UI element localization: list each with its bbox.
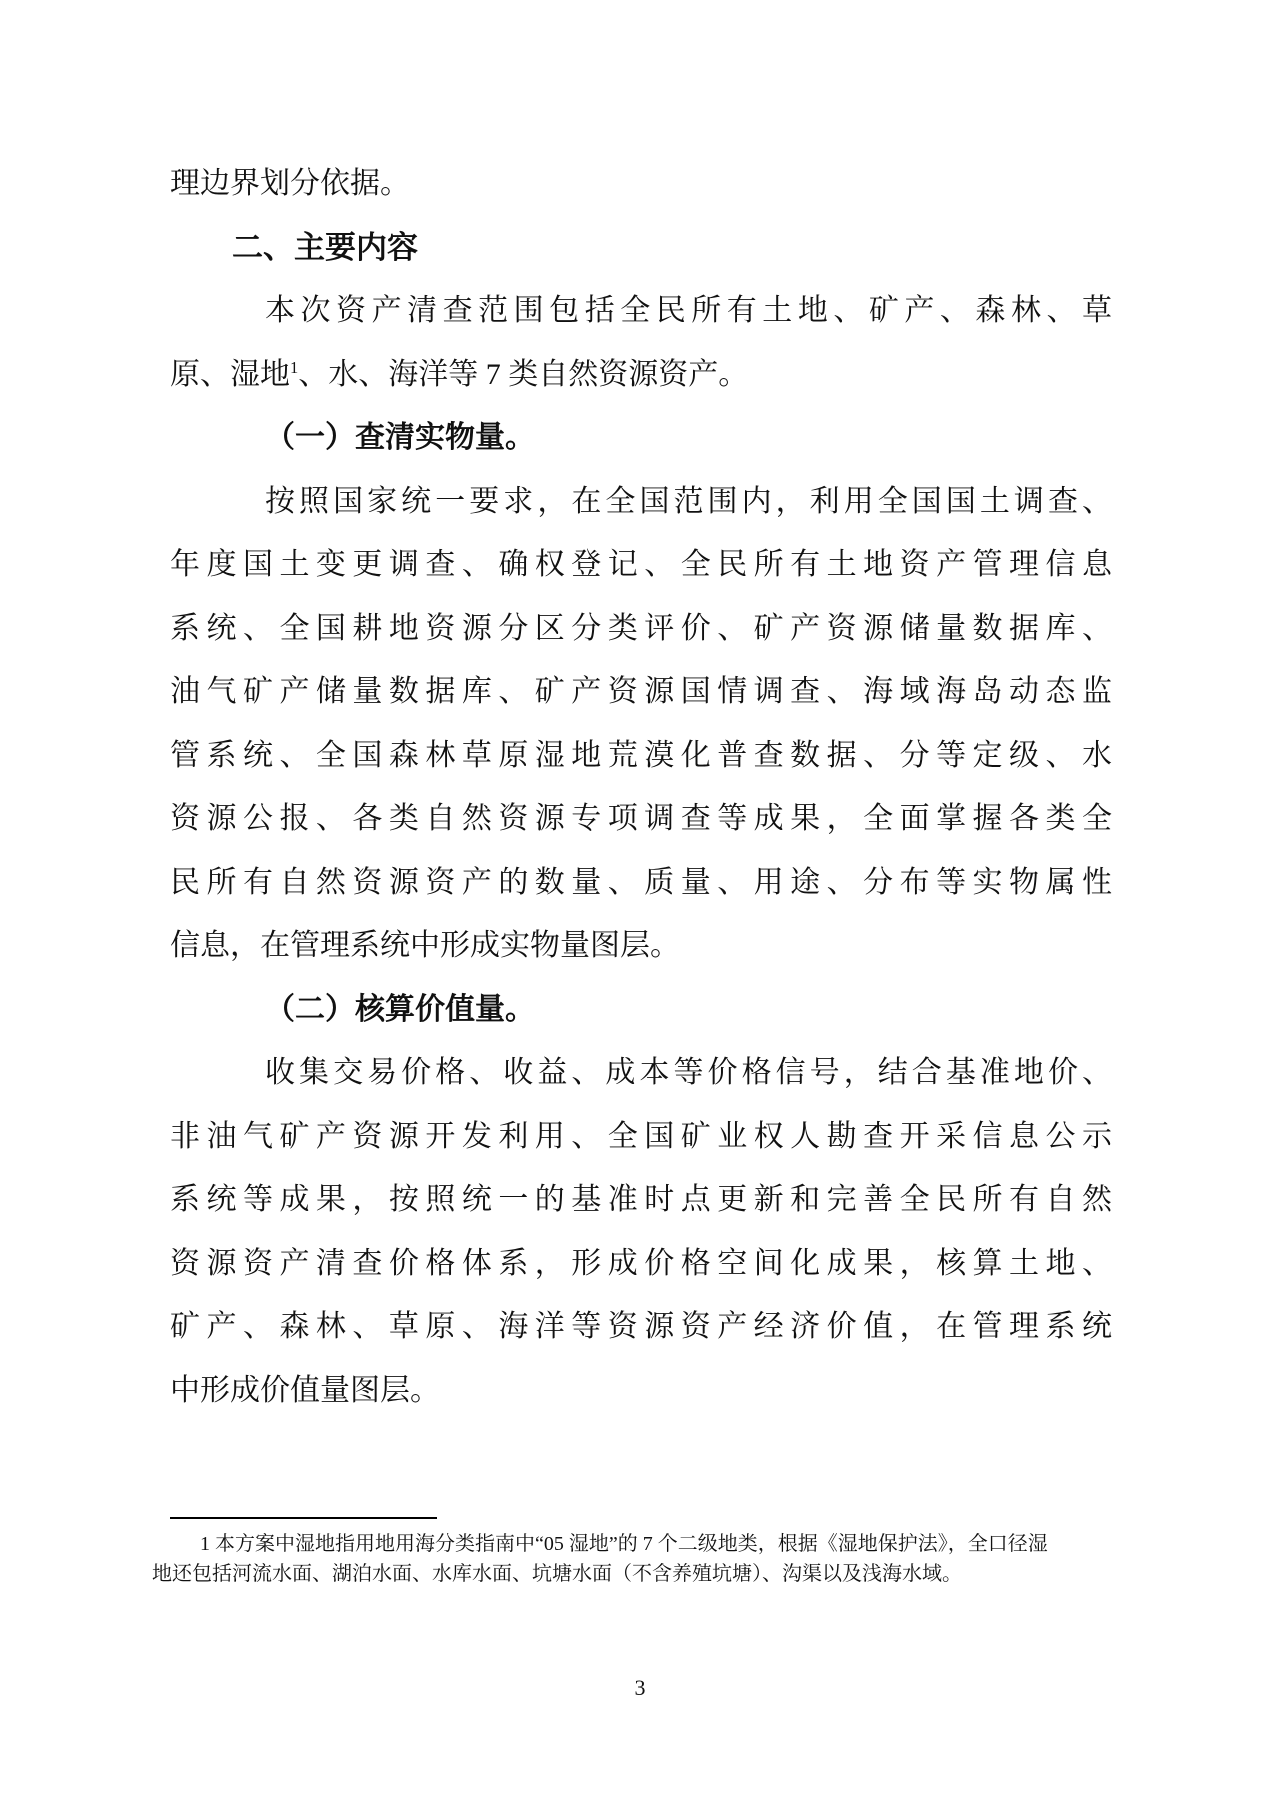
paragraph-line: 民所有自然资源资产的数量、质量、用途、分布等实物属性	[170, 865, 1112, 899]
subsection-heading: （二）核算价值量。	[265, 992, 535, 1026]
paragraph-line: 资源公报、各类自然资源专项调查等成果，全面掌握各类全	[170, 802, 1112, 835]
section-heading: 二、主要内容	[232, 229, 418, 265]
footnote-line: 地还包括河流水面、湖泊水面、水库水面、坑塘水面（不含养殖坑塘）、沟渠以及浅海水域。	[152, 1563, 962, 1585]
paragraph-line: 收集交易价格、收益、成本等价格信号，结合基准地价、	[265, 1056, 1112, 1089]
paragraph-line: 矿产、森林、草原、海洋等资源资产经济价值，在管理系统	[170, 1310, 1112, 1343]
paragraph-line	[170, 343, 1112, 407]
footnote-line: 1 本方案中湿地指用地用海分类指南中“05 湿地”的 7 个二级地类，根据《湿地保护法》，全口径湿	[200, 1533, 1048, 1555]
footnote-reference-mark: 1	[290, 357, 299, 377]
footnote-block	[152, 1517, 1110, 1589]
line-text: 、水、海洋等 7 类自然资源资产。	[298, 357, 749, 391]
paragraph-line: 非油气矿产资源开发利用、全国矿业权人勘查开采信息公示	[170, 1119, 1112, 1153]
paragraph-line: 系统、全国耕地资源分区分类评价、矿产资源储量数据库、	[170, 611, 1112, 645]
paragraph-line: 年度国土变更调查、确权登记、全民所有土地资产管理信息	[170, 548, 1112, 581]
subsection-heading: （一）查清实物量。	[265, 421, 535, 454]
paragraph-line: 系统等成果，按照统一的基准时点更新和完善全民所有自然	[170, 1183, 1112, 1216]
footnote-separator-rule	[170, 1517, 437, 1519]
paragraph-line: 管系统、全国森林草原湿地荒漠化普查数据、分等定级、水	[170, 738, 1112, 772]
paragraph-line: 资源资产清查价格体系，形成价格空间化成果，核算土地、	[170, 1246, 1112, 1280]
paragraph-line: 油气矿产储量数据库、矿产资源国情调查、海域海岛动态监	[170, 675, 1112, 708]
paragraph-line: 按照国家统一要求，在全国范围内，利用全国国土调查、	[265, 484, 1112, 518]
document-body	[170, 152, 1112, 1422]
footnote-text	[152, 1529, 1110, 1589]
page-number: 3	[634, 1675, 646, 1700]
line-text: 原、湿地	[170, 357, 290, 391]
paragraph-line: 本次资产清查范围包括全民所有土地、矿产、森林、草	[265, 294, 1112, 327]
paragraph-line: 中形成价值量图层。	[170, 1373, 440, 1407]
paragraph-line: 理边界划分依据。	[170, 167, 410, 200]
paragraph-line: 信息，在管理系统中形成实物量图层。	[170, 929, 680, 962]
